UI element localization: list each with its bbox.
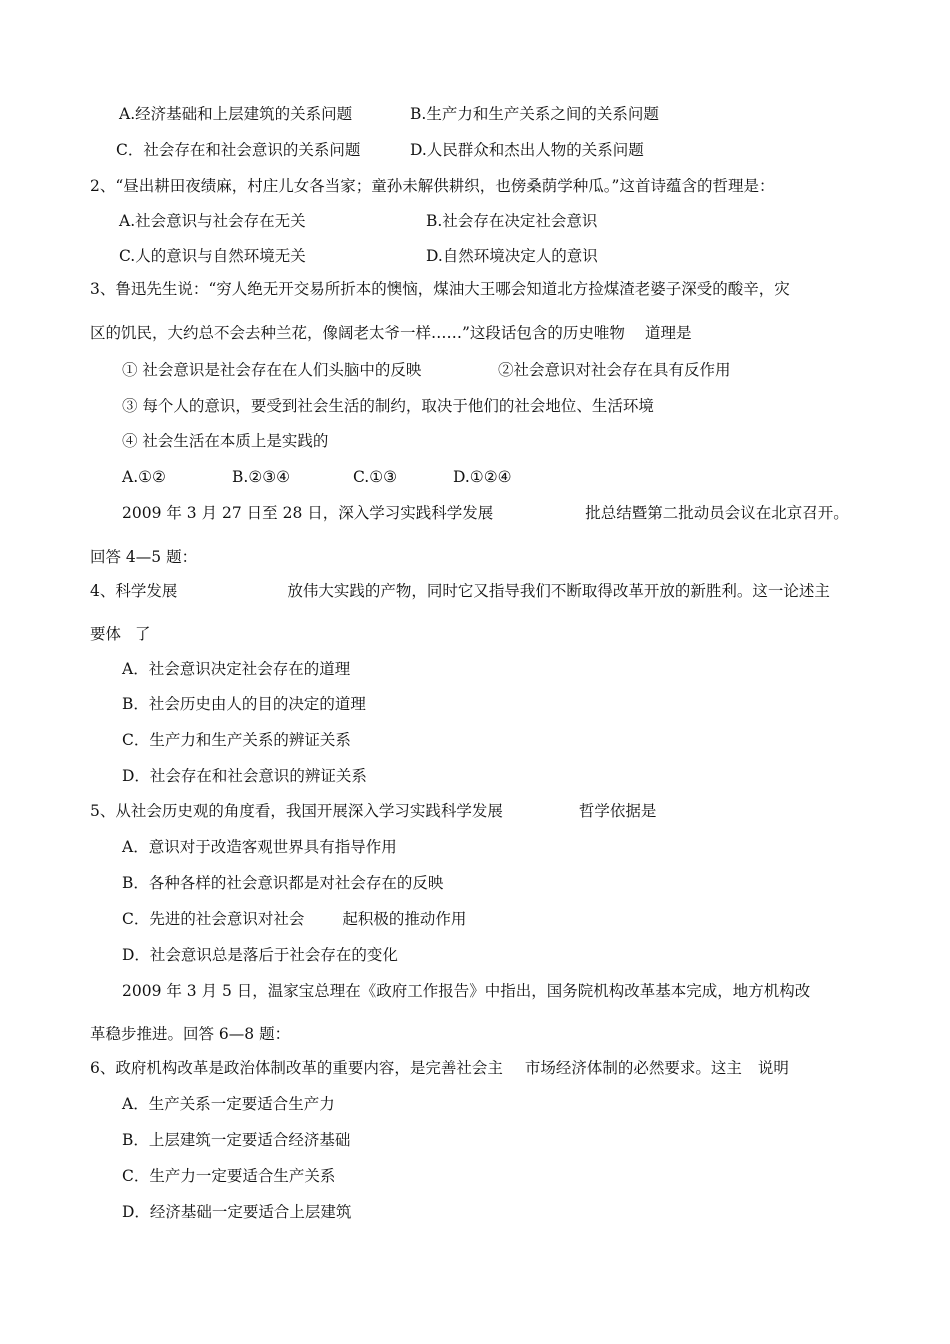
q2-option-b: B.社会存在决定社会意识 [426, 212, 598, 230]
q4-option-c: C．生产力和生产关系的辨证关系 [122, 731, 351, 749]
q3-option-c: C.①③ [353, 468, 398, 486]
q2-option-c: C.人的意识与自然环境无关 [119, 247, 306, 265]
q6-option-c: C．生产力一定要适合生产关系 [122, 1167, 336, 1185]
q5-stem-part2: 哲学依据是 [578, 802, 657, 820]
q3-stem-line1: 3、鲁迅先生说：“穷人绝无开交易所折本的懊恼，煤油大王哪会知道北方捡煤渣老婆子深受的酸辛，灾 [90, 280, 790, 298]
q3-stem-line2-part1: 区的饥民，大约总不会去种兰花，像阔老太爷一样……”这段话包含的历史唯物 [90, 324, 625, 342]
q5-option-c-part2: 起积极的推动作用 [342, 910, 467, 928]
q5-option-d: D．社会意识总是落后于社会存在的变化 [122, 946, 398, 964]
q6-stem-part2: 市场经济体制的必然要求。这主 [524, 1059, 742, 1077]
q3-statement-2: ②社会意识对社会存在具有反作用 [498, 361, 731, 379]
q3-stem-line2-part2: 道理是 [644, 324, 692, 342]
q6-option-b: B．上层建筑一定要适合经济基础 [122, 1131, 351, 1149]
q5-option-c [122, 909, 466, 929]
q1-option-d: D.人民群众和杰出人物的关系问题 [410, 141, 644, 159]
q4-option-a: A．社会意识决定社会存在的道理 [122, 660, 351, 678]
context-2-line1: 2009 年 3 月 5 日，温家宝总理在《政府工作报告》中指出，国务院机构改革基本完成，地方机构改 [122, 982, 811, 1000]
q4-stem-line2-part2: 了 [135, 625, 151, 643]
q3-option-b: B.②③④ [232, 468, 291, 486]
q5-option-c-part1: C．先进的社会意识对社会 [122, 910, 305, 928]
q1-option-b: B.生产力和生产关系之间的关系问题 [410, 105, 659, 123]
q2-option-a: A.社会意识与社会存在无关 [119, 212, 306, 230]
q5-stem [90, 801, 656, 821]
q1-option-c: C．社会存在和社会意识的关系问题 [116, 141, 361, 159]
q6-option-d: D．经济基础一定要适合上层建筑 [122, 1203, 352, 1221]
q2-stem: 2、“昼出耕田夜绩麻，村庄儿女各当家；童孙未解供耕织，也傍桑荫学种瓜。”这首诗蕴含的哲理是： [90, 177, 775, 195]
q4-stem-line1 [90, 581, 830, 601]
q6-stem-part3: 说明 [757, 1059, 789, 1077]
q4-option-b: B．社会历史由人的目的决定的道理 [122, 695, 366, 713]
q5-option-a: A．意识对于改造客观世界具有指导作用 [122, 838, 397, 856]
q4-option-d: D．社会存在和社会意识的辨证关系 [122, 767, 367, 785]
context-1-line1-part2: 批总结暨第二批动员会议在北京召开。 [585, 504, 849, 522]
q3-statement-4: ④ 社会生活在本质上是实践的 [122, 432, 329, 450]
q1-option-a: A.经济基础和上层建筑的关系问题 [119, 105, 353, 123]
q3-option-d: D.①②④ [453, 468, 512, 486]
q4-stem-line1-part2: 放伟大实践的产物，同时它又指导我们不断取得改革开放的新胜利。这一论述主 [287, 582, 830, 600]
q3-statement-3: ③ 每个人的意识，要受到社会生活的制约，取决于他们的社会地位、生活环境 [122, 397, 654, 415]
context-1-line1 [122, 503, 849, 523]
q4-stem-line2-part1: 要体 [90, 625, 122, 643]
q3-statement-1: ① 社会意识是社会存在在人们头脑中的反映 [122, 361, 422, 379]
context-1-line2: 回答 4—5 题： [90, 548, 198, 566]
q3-stem-line2 [90, 323, 691, 343]
context-1-line1-part1: 2009 年 3 月 27 日至 28 日，深入学习实践科学发展 [122, 504, 494, 522]
q3-option-a: A.①② [122, 468, 166, 486]
context-2-line2: 革稳步推进。回答 6—8 题： [90, 1025, 291, 1043]
q5-option-b: B．各种各样的社会意识都是对社会存在的反映 [122, 874, 444, 892]
q6-stem-part1: 6、政府机构改革是政治体制改革的重要内容，是完善社会主 [90, 1059, 503, 1077]
q6-stem [90, 1058, 789, 1078]
q2-option-d: D.自然环境决定人的意识 [426, 247, 598, 265]
q6-option-a: A．生产关系一定要适合生产力 [122, 1095, 335, 1113]
q5-stem-part1: 5、从社会历史观的角度看，我国开展深入学习实践科学发展 [90, 802, 503, 820]
q4-stem-line1-part1: 4、科学发展 [90, 582, 178, 600]
q4-stem-line2 [90, 624, 151, 644]
